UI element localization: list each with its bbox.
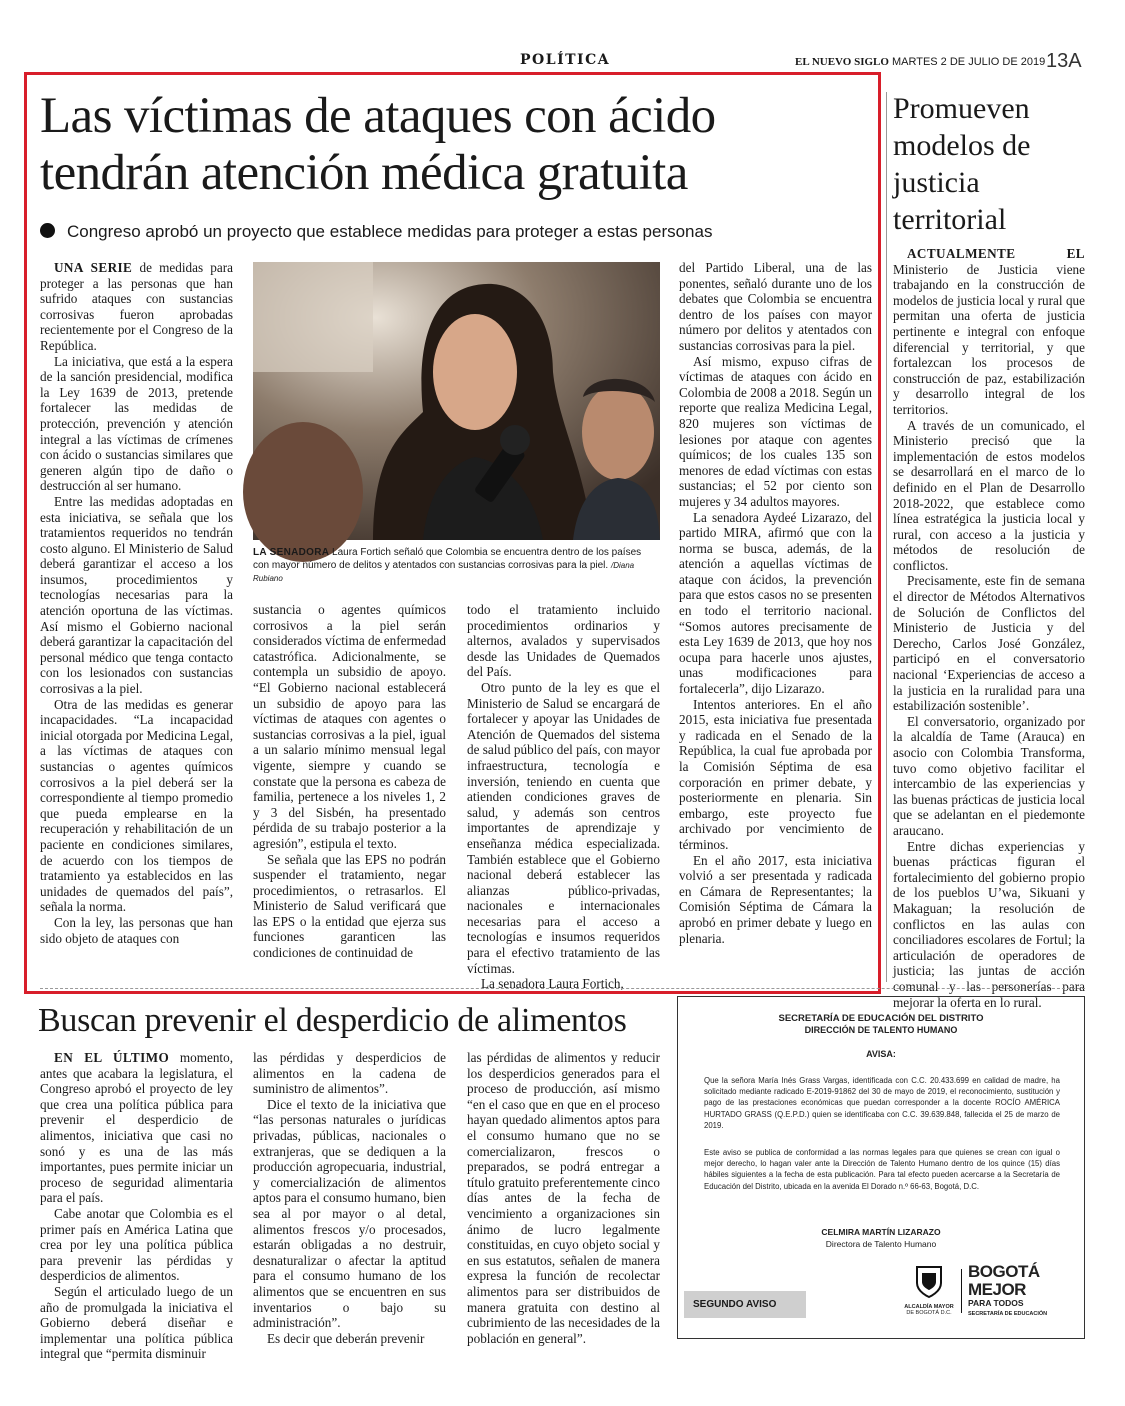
city-seal [903, 1265, 955, 1331]
paragraph: Ministerio de Justicia viene trabajando en la construcción de modelos de justicia local y rural que permitan una oferta de justicia pertinente e integral con enfoque diferencial y territorial, y que fortalezcan los procesos de construcción de paz, estabilización y desarrollo integral de los territorios. [893, 261, 1085, 417]
paragraph: Otra de las medidas es generar incapacidades. “La incapacidad inicial otorgada por Medicina Legal, a las víctimas de ataques con sustancias o agentes químicos corrosivos a la piel deberá ser la correspondiente al tiempo promedio que pueda emplearse en la recuperación y rehabilitación de un paciente en condiciones similares, de acuerdo con los tiempos de tratamiento ya establecidos en las unidades de quemados del país”, señala la norma. [40, 696, 233, 915]
paragraph: El conversatorio, organizado por la alcaldía de Tame (Arauca) en asocio con Colombia Transforma, tuvo como objetivo facilitar el intercambio de las experiencias y las buenas prácticas de justicia local que se adelantan en el piedemonte araucano. [893, 713, 1085, 838]
photo-caption [253, 546, 660, 585]
bottom-column-1 [40, 1050, 233, 1362]
paragraph: Con la ley, las personas que han sido objeto de ataques con [40, 914, 233, 946]
logo-bogota: BOGOTÁ [968, 1262, 1040, 1281]
main-column-2 [253, 602, 446, 978]
paragraph: del Partido Liberal, una de las ponentes, señaló durante uno de los debates que Colombia se encuentra dentro de los países con mayor número por delitos y atentados con sustancias corrosivas para la piel. [679, 260, 872, 353]
second-notice-label: SEGUNDO AVISO [684, 1291, 806, 1318]
notice-signer-role: Directora de Talento Humano [825, 1239, 937, 1249]
notice-title: AVISA: [866, 1049, 896, 1059]
masthead [795, 56, 1045, 68]
logo-mejor: MEJOR [968, 1280, 1026, 1299]
caption-text: Laura Fortich señaló que Colombia se encuentra dentro de los países con mayor número de delitos y atentados con sustancias corrosivas para la piel. [253, 547, 642, 571]
paragraph: sustancia o agentes químicos corrosivos a la piel serán considerados víctima de enfermedad catastrófica. Adicionalmente, se contempla un subsidio de apoyo. “El Gobierno nacional establecerá un subsidio de apoyo para las víctimas de ataques con agentes o sustancias corrosivas a la piel, igual a un salario mínimo mensual legal vigente, siempre y cuando se constate que la persona es cabeza de familia, pertenece a los niveles 1, 2 y 3 del Sisbén, ha presentado pérdida de su trabajo posterior a la agresión”, estipula el texto. [253, 602, 446, 851]
logo-divider [961, 1269, 962, 1313]
paragraph: Cabe anotar que Colombia es el primer país en América Latina que crea por ley una política pública para prevenir las pérdidas y desperdicios de alimentos. [40, 1205, 233, 1284]
deck-text: Congreso aprobó un proyecto que establece medidas para proteger a estas personas [67, 222, 713, 241]
issue-date: MARTES 2 DE JULIO DE 2019 [891, 56, 1046, 68]
bottom-kicker: EN EL ÚLTIMO [54, 1050, 170, 1065]
paragraph: La senadora Laura Fortich, [481, 976, 624, 992]
photo-illustration [253, 262, 660, 540]
paragraph: las pérdidas de alimentos y reducir los desperdicios generados para el proceso de producción, así mismo “en el caso que en que en el proceso hayan quedado alimentos aptos para el consumo humano que no se comercializaron, frescos o preparados, se podrá entregar a título gratuito preferentemente cinco días antes de la fecha de vencimiento a organizaciones sin ánimo de lucro legalmente constituidas, en cuyo objeto social y en sus estatutos, señalen de manera expresa la función de recolectar alimentos para ser distribuidos de manera gratuita con destino al cubrimiento de las necesidades de la población en general”. [467, 1050, 660, 1346]
paragraph: Dice el texto de la iniciativa que “las personas naturales o jurídicas privadas, públicas, nacionales o extranjeras, que se dediquen a la producción agropecuaria, industrial, y comercialización de alimentos aptos para el consumo humano, bien sea al por mayor o al detal, alimentos frescos y/o procesados, estarán obligadas a no destruir, desnaturalizar o afectar la aptitud para el consumo humano de los alimentos que se encuentren en sus inventarios o bajo su administración”. [253, 1096, 446, 1331]
paragraph: las pérdidas y desperdicios de alimentos en la cadena de suministro de alimentos”. [253, 1050, 446, 1097]
main-column-3 [467, 602, 661, 992]
section-label: POLÍTICA [520, 52, 611, 68]
section-divider [40, 988, 1085, 989]
paragraph: Así mismo, expuso cifras de víctimas de ataques con ácido en Colombia de 2008 a 2018. Según un reporte que realiza Medicina Legal, 820 mujeres son víctimas de lesiones por ataque con agentes químicos; de los cuales 135 son menores de edad víctimas con estas sustancias; el 52 por ciento son mujeres y 34 adultos mayores. [679, 353, 872, 509]
notice-org: SECRETARÍA DE EDUCACIÓN DEL DISTRITO [778, 1013, 984, 1024]
lead-kicker: UNA SERIE [54, 260, 133, 275]
side-kicker: ACTUALMENTE EL [907, 246, 1085, 261]
paragraph: Otro punto de la ley es que el Ministerio de Salud se encargará de fortalecer y apoyar las Unidades de Atención de Quemados del sistema de salud público del país, con mayor infraestructura, tecnología e inversión, teniendo en cuenta que atienden condiciones graves de salud, y además son centros importantes de aprendizaje y enseñanza médica especializada. También establece que el Gobierno nacional deberá establecer las alianzas público-privadas, nacionales e internacionales necesarias para el acceso a tecnologías e insumos requeridos para el efectivo tratamiento de las víctimas. [467, 679, 661, 976]
main-deck [40, 222, 712, 242]
paragraph: Precisamente, este fin de semana el director de Métodos Alternativos de Solución de Conflictos del Ministerio de Justicia y del Derecho, Carlos José González, participó en el conversatorio nacional ‘Experiencias de acceso a la justicia en la ruralidad para una estabilización sostenible’. [893, 573, 1085, 714]
main-column-4 [679, 260, 872, 978]
seal-line: DE BOGOTÁ D.C. [906, 1310, 952, 1316]
seal-line: ALCALDÍA MAYOR [904, 1304, 954, 1310]
side-column [893, 246, 1085, 1010]
main-column-1 [40, 260, 233, 978]
paper-name: EL NUEVO SIGLO [795, 56, 889, 68]
column-divider [886, 92, 887, 982]
senator-photo [253, 262, 660, 540]
logo-para-todos: PARA TODOS [968, 1298, 1024, 1308]
caption-kicker: LA SENADORA [253, 547, 330, 558]
notice-paragraph: Que la señora María Inés Grass Vargas, identificada con C.C. 20.433.699 en calidad de madre, ha solicitado mediante radicado E-2019-91862 del 30 de mayo de 2019, el reconocimiento, sustitución y pago de las prestaciones económicas que puedan corresponder a la docente ROCÍO AMÉRICA HURTADO GRASS (Q.E.P.D.) quien se identificaba con C.C. 39.639.848, fallecida el 25 de marzo de 2019. [704, 1076, 1060, 1130]
bullet-icon [40, 223, 55, 238]
bottom-column-3 [467, 1050, 660, 1350]
coat-of-arms-icon [915, 1265, 943, 1299]
legal-notice [677, 996, 1085, 1339]
photo-credit: /Diana Rubiano [253, 561, 635, 583]
paragraph: Entre las medidas adoptadas en esta iniciativa, se señala que los tratamientos requeridos no tendrán costo alguno. El Ministerio de Salud deberá garantizar el acceso a los insumos, procedimientos y tecnologías necesarias para la atención oportuna de las víctimas. Así mismo el Gobierno nacional deberá garantizar la capacitación del personal médico que tenga contacto con los lesionados con sustancias corrosivas a la piel. [40, 493, 233, 697]
bottom-column-2 [253, 1050, 446, 1350]
paragraph: En el año 2017, esta iniciativa volvió a ser presentada y radicada en Cámara de Representantes; la Comisión Séptima de Cámara la aprobó en primer debate y luego en plenaria. [679, 852, 872, 946]
paragraph: todo el tratamiento incluido procedimientos ordinarios y alternos, avalados y supervisados desde las Unidades de Quemados del País. [467, 602, 660, 680]
paragraph: La senadora Aydeé Lizarazo, del partido MIRA, afirmó que con la norma se busca, además, de la atención a aquellas víctimas de ataque con ácidos, la prevención para que estos casos no se presenten en todo el territorio nacional. “Somos autores precisamente de esta Ley 1639 de 2013, que hoy nos ocupa para hacerle unos ajustes, unas modificaciones para fortalecerla”, dijo Lizarazo. [679, 509, 872, 697]
logo-subtitle: SECRETARÍA DE EDUCACIÓN [968, 1311, 1048, 1317]
bogota-logo [968, 1263, 1080, 1318]
paragraph: Se señala que las EPS no podrán suspender el tratamiento, negar procedimientos, o retrasarlos. El Ministerio de Salud verificará que las EPS o la entidad que ejerza sus funciones garanticen las condiciones de continuidad de [253, 851, 446, 961]
paragraph: La iniciativa, que está a la espera de la sanción presidencial, modifica la Ley 1639 de 2013, pretende fortalecer las medidas de protección, prevención y atención integral a las víctimas de crímenes con ácido o sustancias similares que generen algún tipo de daño o destrucción al ser humano. [40, 353, 233, 494]
notice-dept: DIRECCIÓN DE TALENTO HUMANO [804, 1025, 958, 1035]
paragraph: Entre dichas experiencias y buenas prácticas figuran el fortalecimiento del gobierno propio de los pueblos U’wa, Sikuani y Makaguan; la resolución de conflictos en las aulas con conciliadores escolares de Fortul; la articulación de operadores de justicia; las juntas de acción comunal y las personerías para mejorar la oferta en lo rural. [893, 838, 1085, 1010]
side-headline: Promueven modelos de justicia territorial [893, 92, 1031, 236]
paragraph: momento, antes que acabara la legislatura, el Congreso aprobó el proyecto de ley que crea una política pública para prevenir el desperdicio de alimentos, iniciativa que casi no sonó y es una de las más importantes, pues permite iniciar un proceso de seguridad alimentaria para el país. [40, 1050, 233, 1206]
main-headline: Las víctimas de ataques con ácido tendrán atención médica gratuita [40, 88, 716, 201]
paragraph: Es decir que deberán prevenir [267, 1330, 425, 1346]
paragraph: Intentos anteriores. En el año 2015, esta iniciativa fue presentada y radicada en el Senado de la República, la cual fue aprobada por la Comisión Séptima de esa corporación en primer debate, y posteriormente en plenaria. Sin embargo, este proyecto fue archivado por vencimiento de términos. [679, 696, 872, 852]
paragraph: Según el articulado luego de un año de promulgada la iniciativa el Gobierno deberá diseñar e implementar una política pública integral que “permita disminuir [40, 1283, 233, 1362]
paragraph: de medidas para proteger a las personas que han sufrido ataques con sustancias corrosivas fueron aprobadas recientemente por el Congreso de la República. [40, 260, 233, 353]
notice-paragraph: Este aviso se publica de conformidad a las normas legales para que quienes se crean con igual o mejor derecho, lo hagan valer ante la Dirección de Talento Humano dentro de los quince (15) días hábiles siguientes a la fecha de esta publicación. Para tal efecto pueden acercarse a la Secretaría de Educación del Distrito, ubicada en la avenida El Dorado n.º 66-63, Bogotá, D.C. [704, 1148, 1060, 1191]
bottom-headline: Buscan prevenir el desperdicio de alimentos [38, 1002, 627, 1039]
notice-signer: CELMIRA MARTÍN LIZARAZO [821, 1227, 941, 1237]
page-number: 13A [1046, 50, 1082, 72]
paragraph: A través de un comunicado, el Ministerio precisó que la implementación de estos modelos se desarrollará en el marco de lo definido en el Plan de Desarrollo 2018-2022, que establece como línea estratégica la justicia local y rural, con acceso a la justicia y métodos de resolución de conflictos. [893, 417, 1085, 573]
